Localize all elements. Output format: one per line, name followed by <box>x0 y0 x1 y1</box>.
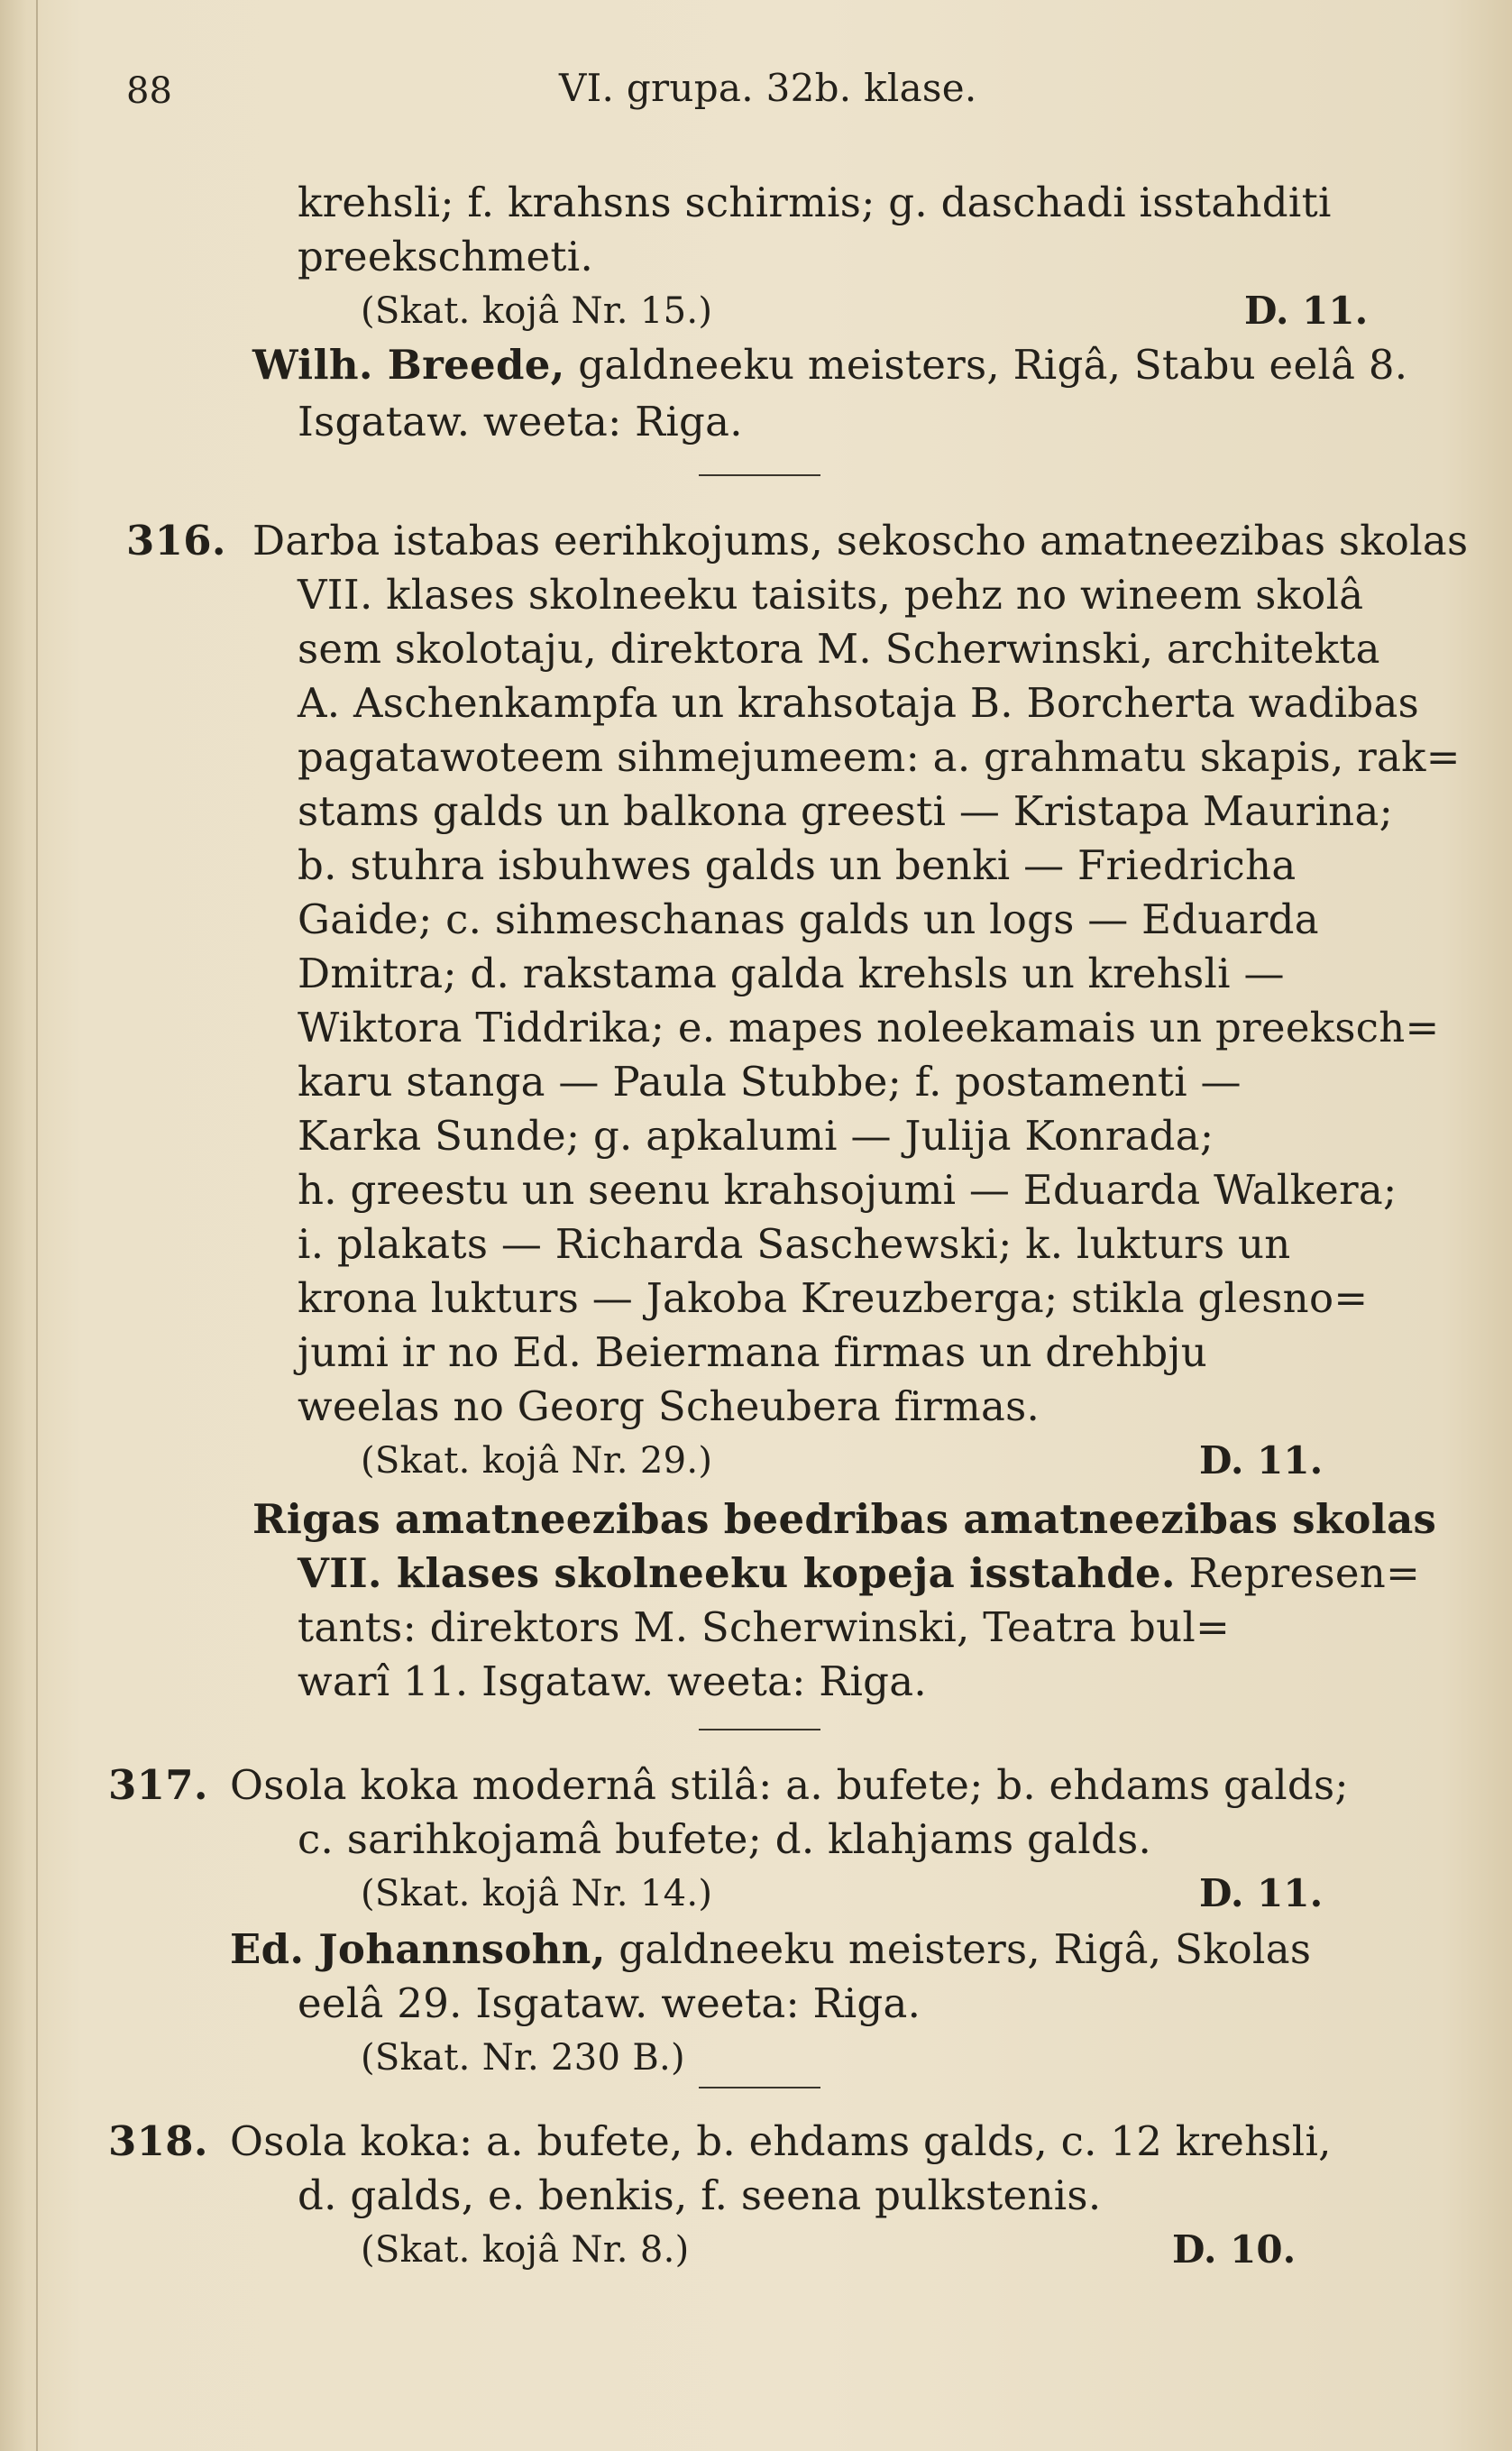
running-title: VI. grupa. 32b. klase. <box>559 66 977 110</box>
entry-line: d. galds, e. benkis, f. seena pulkstenis. <box>298 2171 1102 2219</box>
entry-number-317: 317. <box>108 1761 208 1809</box>
class-code: D. 11. <box>1244 289 1369 333</box>
exhibitor-details: galdneeku meisters, Rigâ, Skolas <box>619 1925 1312 1973</box>
class-code: D. 11. <box>1199 1871 1324 1915</box>
continuation-line: preekschmeti. <box>298 233 594 280</box>
exhibitor-name: Wilh. Breede, <box>252 341 565 389</box>
entry-line: i. plakats — Richarda Saschewski; k. lukturs un <box>298 1220 1291 1268</box>
entry-line: krona lukturs — Jakoba Kreuzberga; stikla glesno= <box>298 1274 1369 1322</box>
entry-line: jumi ir no Ed. Beiermana firmas un drehbju <box>298 1328 1207 1376</box>
catalog-ref: (Skat. kojâ Nr. 14.) <box>361 1873 713 1914</box>
entry-line: weelas no Georg Scheubera firmas. <box>298 1382 1040 1430</box>
exhibitor-name: Rigas amatneezibas beedribas amatneezibas skolas <box>252 1495 1437 1543</box>
entry-line: karu stanga — Paula Stubbe; f. postamenti — <box>298 1058 1242 1106</box>
catalog-ref: (Skat. Nr. 230 B.) <box>361 2037 685 2079</box>
exhibitor-details: galdneeku meisters, Rigâ, Stabu eelâ 8. <box>578 341 1408 389</box>
entry-line: Karka Sunde; g. apkalumi — Julija Konrada; <box>298 1112 1214 1160</box>
entry-line: Wiktora Tiddrika; e. mapes noleekamais un preeksch= <box>298 1004 1440 1051</box>
exhibitor-details: warî 11. Isgataw. weeta: Riga. <box>298 1657 927 1705</box>
exhibitor-line <box>252 338 1407 392</box>
entry-line: sem skolotaju, direktora M. Scherwinski, architekta <box>298 625 1380 673</box>
catalog-ref: (Skat. kojâ Nr. 29.) <box>361 1440 713 1482</box>
entry-line: stams galds un balkona greesti — Kristapa Maurina; <box>298 787 1394 835</box>
exhibitor-line <box>298 1547 1420 1601</box>
entry-line: Osola koka: a. bufete, b. ehdams galds, c. 12 krehsli, <box>230 2117 1332 2165</box>
entry-line: b. stuhra isbuhwes galds un benki — Friedricha <box>298 841 1297 889</box>
exhibitor-line <box>230 1923 1311 1977</box>
page-edge <box>36 0 38 2451</box>
section-divider <box>699 2087 820 2088</box>
catalog-ref: (Skat. kojâ Nr. 15.) <box>361 290 713 332</box>
page-number: 88 <box>126 70 172 112</box>
section-divider <box>699 1729 820 1730</box>
section-divider <box>699 474 820 476</box>
class-code: D. 10. <box>1172 2227 1297 2272</box>
entry-line: Darba istabas eerihkojums, sekoscho amatneezibas skolas <box>252 517 1469 565</box>
entry-line: Osola koka modernâ stilâ: a. bufete; b. ehdams galds; <box>230 1761 1349 1809</box>
entry-line: Gaide; c. sihmeschanas galds un logs — Eduarda <box>298 895 1319 943</box>
entry-line: h. greestu un seenu krahsojumi — Eduarda Walkera; <box>298 1166 1397 1214</box>
exhibitor-details: Represen= <box>1188 1549 1421 1597</box>
exhibitor-name: Ed. Johannsohn, <box>230 1925 606 1973</box>
catalog-ref: (Skat. kojâ Nr. 8.) <box>361 2229 690 2271</box>
entry-number-318: 318. <box>108 2117 208 2165</box>
continuation-line: krehsli; f. krahsns schirmis; g. daschadi isstahditi <box>298 179 1332 226</box>
class-code: D. 11. <box>1199 1438 1324 1483</box>
entry-line: Dmitra; d. rakstama galda krehsls un krehsli — <box>298 950 1285 997</box>
entry-line: A. Aschenkampfa un krahsotaja B. Borcherta wadibas <box>298 679 1420 727</box>
exhibitor-details: tants: direktors M. Scherwinski, Teatra bul= <box>298 1603 1231 1651</box>
shipping-line: Isgataw. weeta: Riga. <box>298 398 743 445</box>
entry-line: pagatawoteem sihmejumeem: a. grahmatu skapis, rak= <box>298 733 1461 781</box>
exhibitor-name-cont: VII. klases skolneeku kopeja isstahde. <box>298 1549 1176 1597</box>
entry-line: c. sarihkojamâ bufete; d. klahjams galds. <box>298 1815 1152 1863</box>
entry-number-316: 316. <box>126 517 226 565</box>
entry-line: VII. klases skolneeku taisits, pehz no wineem skolâ <box>298 571 1364 619</box>
exhibitor-details: eelâ 29. Isgataw. weeta: Riga. <box>298 1979 921 2027</box>
